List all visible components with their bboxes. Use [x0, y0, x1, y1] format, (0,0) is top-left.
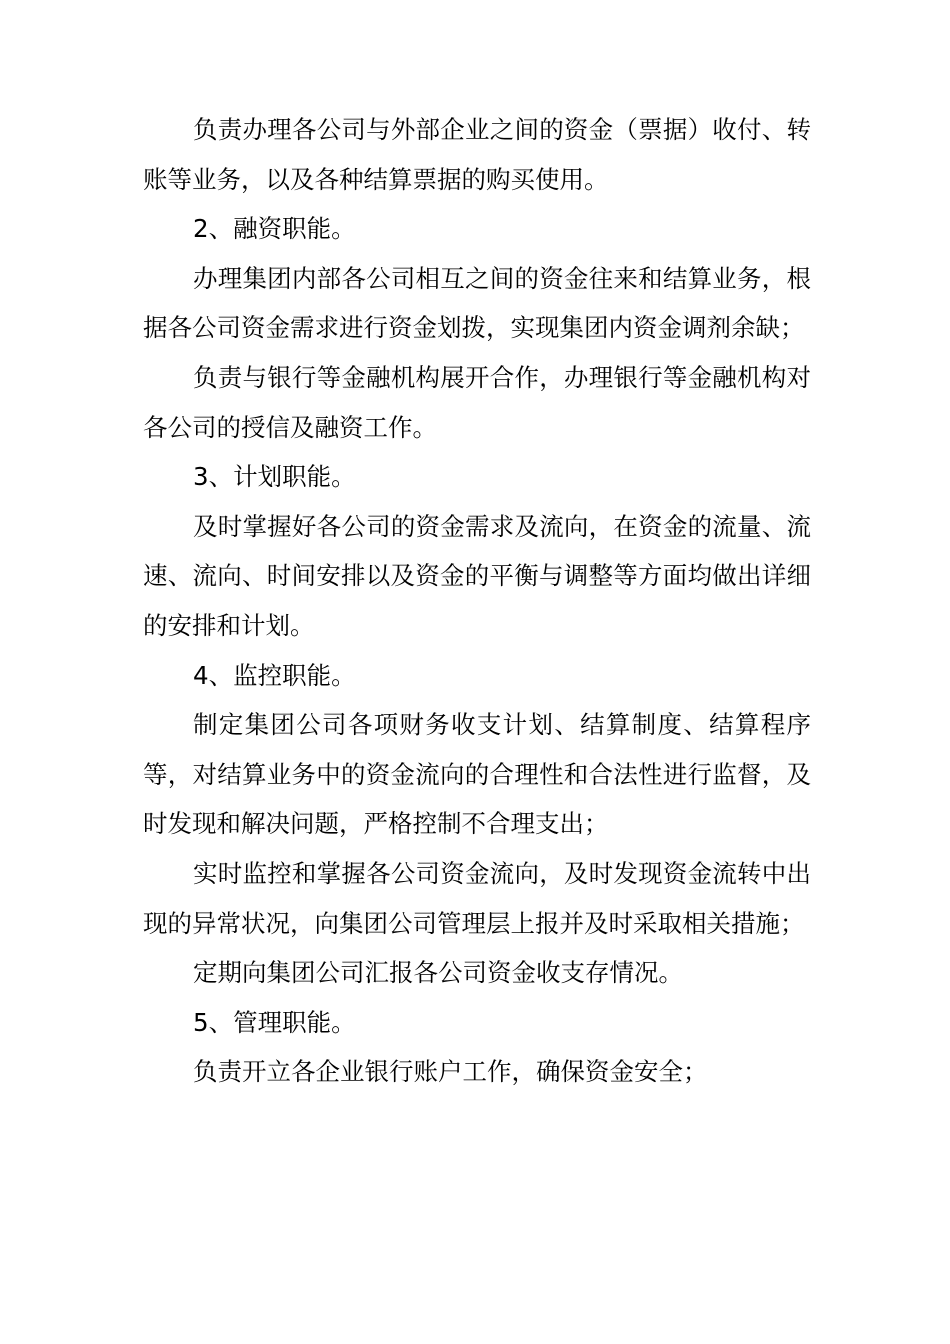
paragraph-periodic-reporting: 定期向集团公司汇报各公司资金收支存情况。: [193, 958, 683, 988]
paragraph-bank-cooperation: 负责与银行等金融机构展开合作，办理银行等金融机构对各公司的授信及融资工作。: [143, 362, 811, 442]
heading-monitoring-function: 4、监控职能。: [193, 660, 356, 690]
document-body: [143, 105, 811, 1097]
paragraph-financial-supervision: 制定集团公司各项财务收支计划、结算制度、结算程序等，对结算业务中的资金流向的合理性和合法性进行监督，及时发现和解决问题，严格控制不合理支出；: [143, 710, 811, 839]
heading-planning-function: 3、计划职能。: [193, 462, 356, 492]
paragraph-funds-settlement: 负责办理各公司与外部企业之间的资金（票据）收付、转账等业务，以及各种结算票据的购买使用。: [143, 115, 811, 194]
heading-financing-function: 2、融资职能。: [193, 214, 356, 244]
paragraph-bank-accounts: 负责开立各企业银行账户工作，确保资金安全；: [193, 1057, 708, 1087]
heading-management-function: 5、管理职能。: [193, 1007, 356, 1037]
paragraph-internal-settlement: 办理集团内部各公司相互之间的资金往来和结算业务，根据各公司资金需求进行资金划拨，实现集团内资金调剂余缺；: [143, 263, 811, 343]
paragraph-realtime-monitoring: 实时监控和掌握各公司资金流向，及时发现资金流转中出现的异常状况，向集团公司管理层上报并及时采取相关措施；: [143, 858, 811, 938]
paragraph-funds-planning: 及时掌握好各公司的资金需求及流向，在资金的流量、流速、流向、时间安排以及资金的平衡与调整等方面均做出详细的安排和计划。: [143, 511, 811, 640]
